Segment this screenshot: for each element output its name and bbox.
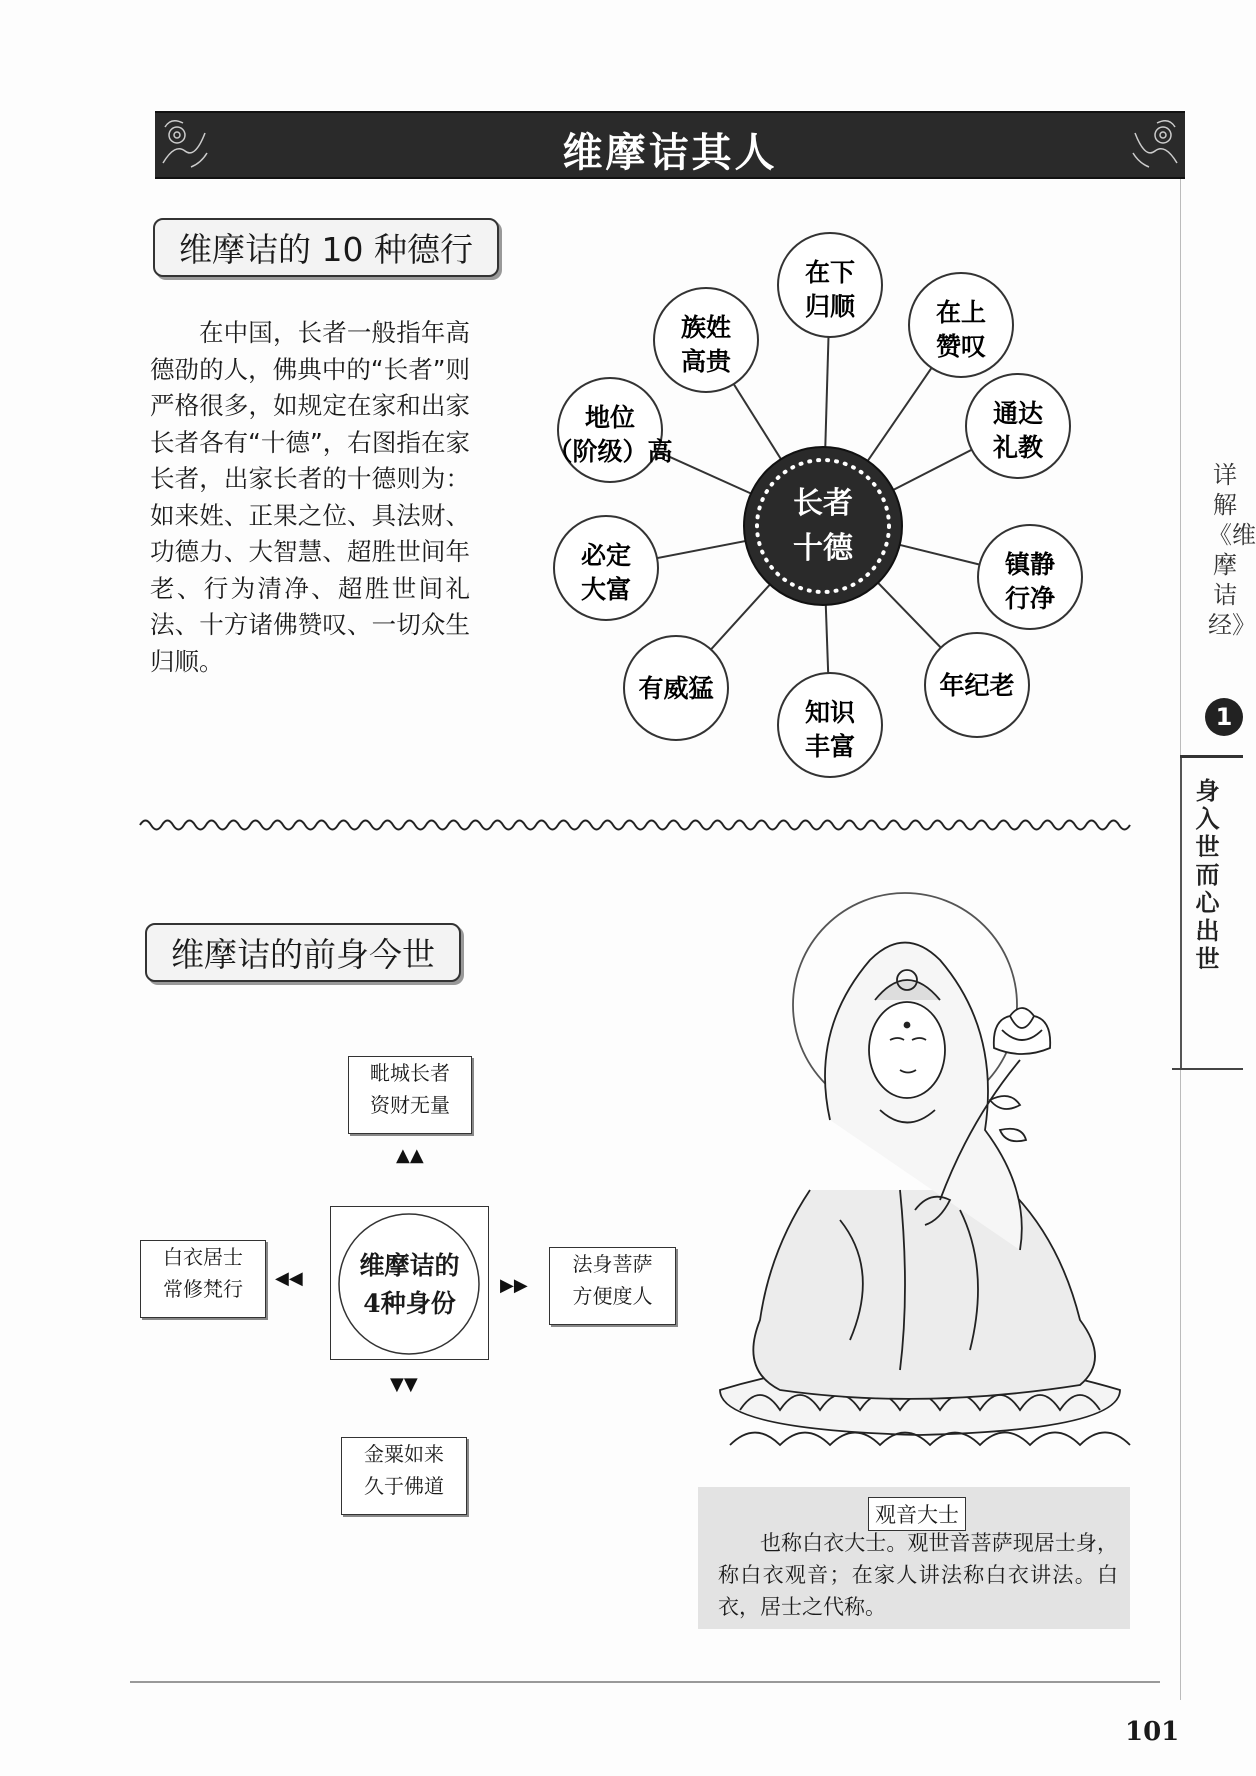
virtue-node — [778, 673, 882, 777]
caption-text: 也称白衣大士。观世音菩萨现居士身，称白衣观音；在家人讲法称白衣讲法。白衣，居士之代称。 — [718, 1531, 1118, 1619]
identity-box-bottom: 金粟如来 久于佛道 — [341, 1437, 467, 1515]
virtue-node-label: 大富 — [580, 575, 632, 604]
arrow-down-icon: ▼▼ — [390, 1374, 418, 1395]
virtue-node-label: 行净 — [1004, 584, 1056, 613]
identity-box-right: 法身菩萨 方便度人 — [549, 1247, 676, 1325]
hub-label-line1: 长者 — [793, 486, 853, 521]
virtue-node-label: 知识 — [804, 698, 856, 727]
virtue-node — [909, 273, 1013, 377]
hub-label-line2: 十德 — [793, 531, 853, 566]
header-banner — [155, 111, 1185, 179]
virtue-node-label: （阶级）高 — [547, 437, 673, 466]
virtue-node-label: 族姓 — [680, 313, 732, 342]
identity-box-top: 毗城长者 资财无量 — [348, 1056, 472, 1134]
virtue-node-label: 在下 — [804, 258, 856, 287]
hub-node — [744, 447, 902, 605]
virtue-node-label: 镇静 — [1004, 550, 1056, 579]
side-tab-chapter: 身入世而心出世 — [1195, 777, 1220, 973]
caption-title: 观音大士 — [868, 1497, 966, 1531]
virtue-node-label: 赞叹 — [935, 332, 987, 361]
virtue-node-label: 归顺 — [804, 292, 856, 321]
side-tab-bottom-rule — [1172, 1068, 1243, 1070]
virtue-node — [654, 288, 758, 392]
virtue-node-label: 通达 — [992, 399, 1044, 428]
virtue-node-label: 高贵 — [680, 347, 732, 376]
guanyin-illustration — [700, 890, 1140, 1480]
identity-box-left: 白衣居士 常修梵行 — [140, 1240, 266, 1318]
center-label-line2: 4种身份 — [363, 1289, 456, 1318]
page-title: 维摩诘其人 — [562, 130, 778, 176]
side-tab-vertical-rule — [1180, 758, 1182, 1068]
virtue-node — [966, 374, 1070, 478]
section-label-virtues: 维摩诘的 10 种德行 — [153, 218, 499, 277]
virtue-node — [925, 633, 1029, 737]
ten-virtues-diagram — [540, 240, 1100, 770]
virtue-node-label: 地位 — [584, 403, 636, 432]
virtue-node-label: 在上 — [935, 298, 987, 327]
arrow-right-icon: ▶▶ — [500, 1275, 528, 1296]
intro-paragraph: 在中国，长者一般指年高德劭的人，佛典中的“长者”则严格很多，如规定在家和出家长者各有“十德”，右图指在家长者，出家长者的十德则为：如来姓、正果之位、具法财、功德力、大智慧、超胜世间年老、行为清净、超胜世间礼法、十方诸佛赞叹、一切众生归顺。 — [150, 318, 470, 676]
wavy-divider — [140, 812, 1140, 838]
virtue-node — [978, 525, 1082, 629]
right-flower-ornament — [1125, 113, 1185, 177]
center-label-line1: 维摩诘的 — [359, 1251, 460, 1280]
identity-center-frame — [330, 1206, 489, 1360]
virtue-node-label: 丰富 — [804, 732, 856, 761]
virtue-node — [778, 233, 882, 337]
virtue-node — [547, 378, 672, 482]
virtue-node-label: 年纪老 — [939, 671, 1015, 700]
virtue-node — [554, 516, 658, 620]
virtue-node-label: 必定 — [580, 541, 632, 570]
side-tab-number: 1 — [1205, 698, 1243, 736]
footer-rule — [130, 1681, 1160, 1683]
virtue-node-label: 有威猛 — [638, 674, 714, 703]
arrow-left-icon: ◀◀ — [275, 1268, 303, 1289]
section-label-identities: 维摩诘的前身今世 — [145, 923, 461, 982]
side-tab-book-title: 详解《维摩诘经》 — [1208, 461, 1256, 639]
virtue-node — [624, 636, 728, 740]
virtue-node-label: 礼教 — [992, 433, 1044, 462]
side-tab-divider — [1180, 755, 1243, 758]
page-number: 101 — [1125, 1717, 1180, 1747]
arrow-up-icon: ▲▲ — [396, 1145, 424, 1166]
